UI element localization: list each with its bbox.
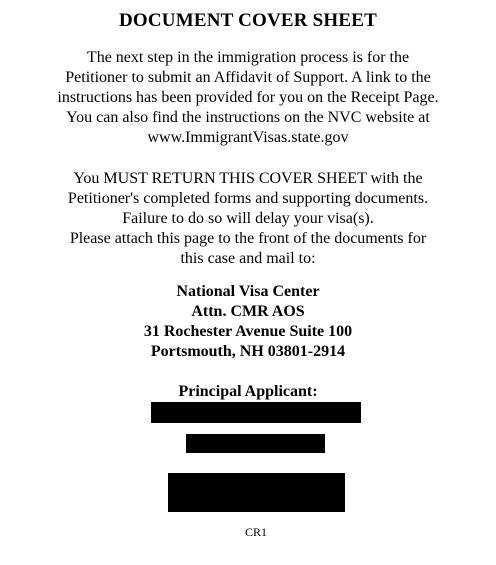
redacted-applicant-info bbox=[186, 434, 325, 453]
return-notice-paragraph bbox=[0, 169, 496, 269]
address-line: National Visa Center bbox=[176, 283, 320, 300]
redacted-applicant-name bbox=[151, 402, 361, 423]
notice-line: Failure to do so will delay your visa(s). bbox=[122, 210, 374, 227]
instructions-paragraph bbox=[0, 48, 496, 148]
notice-line: Please attach this page to the front of the documents for bbox=[69, 230, 427, 247]
instructions-line: instructions has been provided for you on the Receipt Page. bbox=[57, 89, 439, 106]
redacted-barcode bbox=[168, 473, 345, 512]
website-url: www.ImmigrantVisas.state.gov bbox=[147, 129, 349, 146]
mailing-address bbox=[0, 282, 496, 362]
principal-applicant-label: Principal Applicant: bbox=[178, 383, 318, 400]
notice-line: Petitioner's completed forms and supporting documents. bbox=[67, 190, 429, 207]
address-line: Attn. CMR AOS bbox=[191, 303, 305, 320]
instructions-line: The next step in the immigration process is for the bbox=[86, 49, 410, 66]
instructions-line: Petitioner to submit an Affidavit of Support. A link to the bbox=[65, 69, 431, 86]
notice-line: this case and mail to: bbox=[180, 250, 316, 267]
address-line: Portsmouth, NH 03801-2914 bbox=[150, 343, 346, 360]
form-code: CR1 bbox=[244, 525, 267, 539]
instructions-line: You can also find the instructions on the NVC website at bbox=[66, 109, 430, 126]
page-title: DOCUMENT COVER SHEET bbox=[118, 10, 378, 31]
address-line: 31 Rochester Avenue Suite 100 bbox=[143, 323, 353, 340]
notice-line: You MUST RETURN THIS COVER SHEET with the bbox=[73, 170, 423, 187]
